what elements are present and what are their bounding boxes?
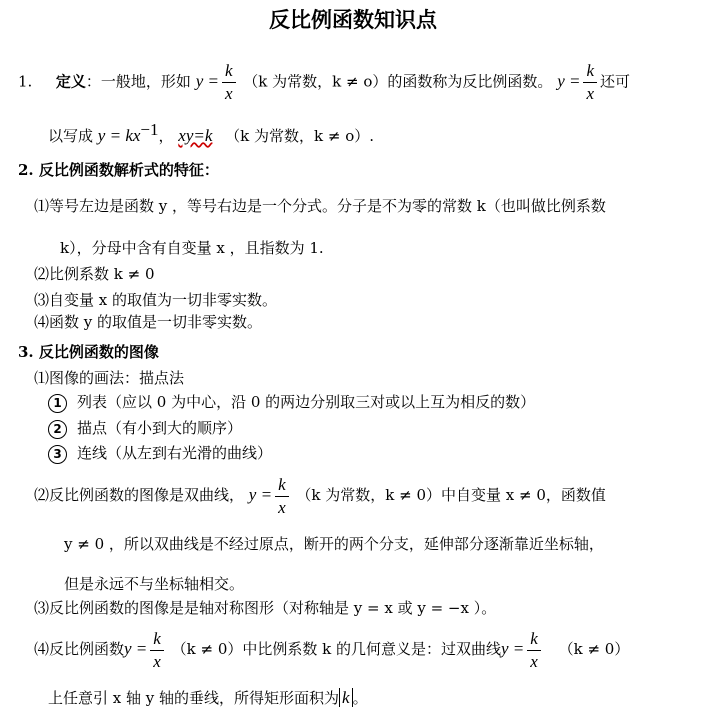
absolute-k: k (339, 688, 353, 707)
hyperbola-condition: （k 为常数，k ≠ 0）中自变量 x ≠ 0，函数值 (296, 486, 606, 504)
constant-condition-2: （k 为常数，k ≠ o）. (225, 127, 375, 145)
definition-tail: 的函数称为反比例函数。 (387, 72, 553, 91)
section-1-line-2: 以写成 $y = kx^{-1}$， xy=k （k 为常数，k ≠ o）. (48, 120, 375, 145)
geometric-meaning-condition: （k ≠ 0） (558, 640, 630, 658)
formula-xy-k: xy=k (178, 126, 213, 145)
section-3-item-4-line-2 (48, 688, 368, 708)
section-1-label: 定义 (55, 72, 86, 91)
step-3-text: 连线（从左到右光滑的曲线） (77, 444, 273, 462)
alt-form-intro: 以写成 (48, 127, 94, 145)
section-2-item-4: ⑷函数 y 的取值是一切非零实数。 (34, 313, 263, 331)
formula-y-eq-5: y = (501, 639, 525, 658)
section-2-item-1: ⑴等号左边是函数 y ，等号右边是一个分式。分子是不为零的常数 k（也叫做比例系数 (34, 197, 606, 215)
fraction-k-over-x-5: $\frac{k}{x}$ (527, 628, 541, 673)
step-1 (48, 392, 535, 413)
constant-condition: （k 为常数，k ≠ o） (243, 72, 388, 91)
formula-y-eq-3: y = (248, 485, 273, 504)
fraction-k-over-x-2: $\frac{k}{x}$ (583, 60, 597, 105)
section-2-item-3: ⑶自变量 x 的取值为一切非零实数。 (34, 291, 277, 309)
circled-number-2-icon: 2 (48, 420, 67, 439)
section-2-item-2: ⑵比例系数 k ≠ 0 (34, 265, 155, 283)
section-3-heading: 3. 反比例函数的图像 (18, 343, 159, 361)
section-1-line-1 (18, 60, 631, 103)
step-3 (48, 443, 272, 464)
section-3-item-3: ⑶反比例函数的图像是是轴对称图形（对称轴是 y = x 或 y = −x ）。 (34, 599, 497, 617)
formula-y-eq: y = (195, 71, 219, 91)
formula-y-eq-2: y = (557, 71, 581, 91)
hyperbola-intro: ⑵反比例函数的图像是双曲线， (34, 486, 245, 504)
fraction-k-over-x-4: $\frac{k}{x}$ (150, 628, 164, 673)
page-title: 反比例函数知识点 (269, 7, 437, 32)
area-end: 。 (352, 689, 368, 707)
section-1-number: 1. (18, 72, 33, 91)
section-2-item-1-cont: k），分母中含有自变量 x ，且指数为 1. (60, 239, 324, 257)
geometric-meaning-intro: ⑷反比例函数 (34, 640, 125, 658)
formula-y-eq-4: y = (124, 639, 148, 658)
step-2 (48, 418, 242, 439)
section-2-heading: 2. 反比例函数解析式的特征： (18, 161, 219, 179)
section-3-item-4 (34, 626, 629, 672)
section-3-item-1: ⑴图像的画法：描点法 (34, 369, 185, 387)
section-3-item-2-line-2: y ≠ 0 ，所以双曲线是不经过原点，断开的两个分支，延伸部分逐渐靠近坐标轴， (64, 535, 604, 553)
step-2-text: 描点（有小到大的顺序） (77, 419, 243, 437)
geometric-meaning-text: （k ≠ 0）中比例系数 k 的几何意义是：过双曲线 (171, 640, 501, 658)
circled-number-3-icon: 3 (48, 445, 67, 464)
formula-kx-inverse: y = kx (97, 126, 141, 145)
section-3-item-2 (34, 472, 606, 518)
fraction-k-over-x: $\frac{k}{x}$ (222, 60, 236, 105)
definition-tail-2: 还可 (600, 72, 631, 91)
section-1-intro: ：一般地，形如 (85, 72, 191, 91)
fraction-k-over-x-3: $\frac{k}{x}$ (275, 474, 289, 519)
exponent: −1 (140, 120, 159, 139)
section-3-item-2-line-3: 但是永远不与坐标轴相交。 (64, 575, 245, 593)
step-1-text: 列表（应以 0 为中心，沿 0 的两边分别取三对或以上互为相反的数） (77, 393, 536, 411)
circled-number-1-icon: 1 (48, 394, 67, 413)
area-text: 上任意引 x 轴 y 轴的垂线，所得矩形面积为 (48, 689, 340, 707)
